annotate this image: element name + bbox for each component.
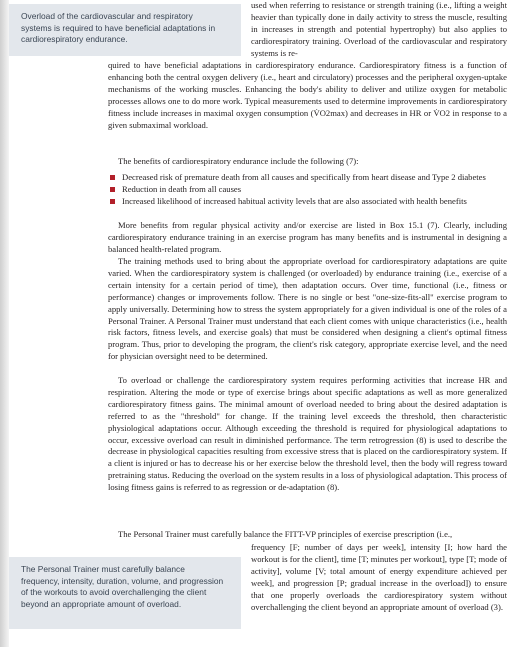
pull-quote-fitt-balance-text: The Personal Trainer must carefully balance frequency, intensity, duration, volume, and progression of the workouts to avoid overchallenging the client beyond an appropriate amount of overload. bbox=[21, 564, 224, 609]
pull-quote-overload bbox=[9, 4, 241, 56]
paragraph-fitt-vp-continued bbox=[251, 542, 507, 613]
paragraph-benefits-intro bbox=[108, 156, 507, 168]
paragraph-more-benefits-text: More benefits from regular physical activity and/or exercise are listed in Box 15.1 (7). Clearly, including cardiorespiratory endurance training in an exercise program has many benefits and is instrumental in designing a balanced health-related program. bbox=[108, 220, 507, 254]
benefits-list-item: Increased likelihood of increased habitual activity levels that are also associated with health benefits bbox=[108, 196, 507, 208]
paragraph-overload-challenge-text: To overload or challenge the cardiorespiratory system requires performing activities that increase HR and respiration. Altering the mode or type of exercise brings about specific adaptations as well as more generalized cardiorespiratory fitness gains. The minimal amount of overload needed to bring about the desired adaptation is referred to as the "threshold" for change. If the training level exceeds the threshold, then characteristic physiological adaptations occur. Although exceeding the threshold is required for physiological adaptations to occur, excessive overload can result in diminished performance. The term retrogression (8) is used to describe the decrease in physiological capacities resulting from excessive stress that is placed on the cardiorespiratory system. If a client is injured or has to decrease his or her exercise below the threshold level, then the body will regress toward pretraining status. Reducing the overload on the system results in a loss of physiological adaptation. This process of losing fitness gains is referred to as regression or de-adaptation (8). bbox=[108, 375, 507, 493]
page-binding-edge bbox=[0, 0, 9, 647]
paragraph-benefits-intro-text: The benefits of cardiorespiratory endurance include the following (7): bbox=[118, 156, 359, 166]
pull-quote-overload-text: Overload of the cardiovascular and respiratory systems is required to have beneficial adaptations in cardiorespiratory endurance. bbox=[21, 11, 216, 45]
paragraph-overload-intro-text: used when referring to resistance or strength training (i.e., lifting a weight heavier than typically done in daily activity to stress the muscle, resulting in increases in strength and potential hypertrophy) but also applies to cardiorespiratory training. Overload of the cardiovascular and respiratory systems is re- bbox=[251, 0, 507, 58]
paragraph-training-methods bbox=[108, 256, 507, 363]
paragraph-fitt-vp-lead bbox=[108, 529, 507, 541]
paragraph-overload-challenge bbox=[108, 375, 507, 494]
benefits-list-item: Decreased risk of premature death from all causes and specifically from heart disease and Type 2 diabetes bbox=[108, 172, 507, 184]
paragraph-fitt-vp-continued-text: frequency [F; number of days per week], intensity [I; how hard the workout is for the client], time [T; minutes per workout], type [T; mode of activity], volume [V; total amount of energy expenditure achieved per week], and progression [P; gradual increase in the overload]) to ensure that one properly overloads the cardiorespiratory system without overchallenging the client beyond an appropriate amount of overload (3). bbox=[251, 542, 507, 612]
paragraph-overload-intro bbox=[251, 0, 507, 60]
pull-quote-fitt-balance bbox=[9, 557, 241, 629]
benefits-list-item: Reduction in death from all causes bbox=[108, 184, 507, 196]
paragraph-overload-continued-text: quired to have beneficial adaptations in cardiorespiratory endurance. Cardiorespiratory fitness is a function of enhancing both the central oxygen delivery (i.e., heart and circulatory) processes and the peripheral oxygen-uptake mechanisms of the working muscles. Enhancing the body's ability to deliver and utilize oxygen for metabolic processes allows one to do more work. Typical measurements used to determine improvements in cardiorespiratory fitness include increases in maximal oxygen consumption (V̇O2max) and decreases in HR or V̇O2 in response to a given submaximal workload. bbox=[108, 60, 507, 130]
benefits-list bbox=[108, 172, 507, 208]
paragraph-training-methods-text: The training methods used to bring about the appropriate overload for cardiorespiratory adaptations are quite varied. When the cardiorespiratory system is challenged (or overloaded) by endurance training (i.e., exercise of a certain intensity for a certain period of time), then adaptation occurs. Over time, functional (i.e., fitness or performance) changes or improvements follow. There is no single or best "one-size-fits-all" exercise program to apply universally. Determining how to stress the system appropriately for a given individual is one of the roles of a Personal Trainer. A Personal Trainer must understand that each client comes with unique characteristics (i.e., health risk factors, fitness levels, and exercise goals) that must be considered when designing a client's optimal fitness program. Thus, prior to developing the program, the client's risk category, appropriate exercise level, and the need for physician oversight need to be determined. bbox=[108, 256, 507, 362]
paragraph-fitt-vp-lead-text: The Personal Trainer must carefully balance the FITT-VP principles of exercise prescription (i.e., bbox=[118, 529, 453, 539]
paragraph-overload-continued bbox=[108, 60, 507, 131]
paragraph-more-benefits bbox=[108, 220, 507, 256]
